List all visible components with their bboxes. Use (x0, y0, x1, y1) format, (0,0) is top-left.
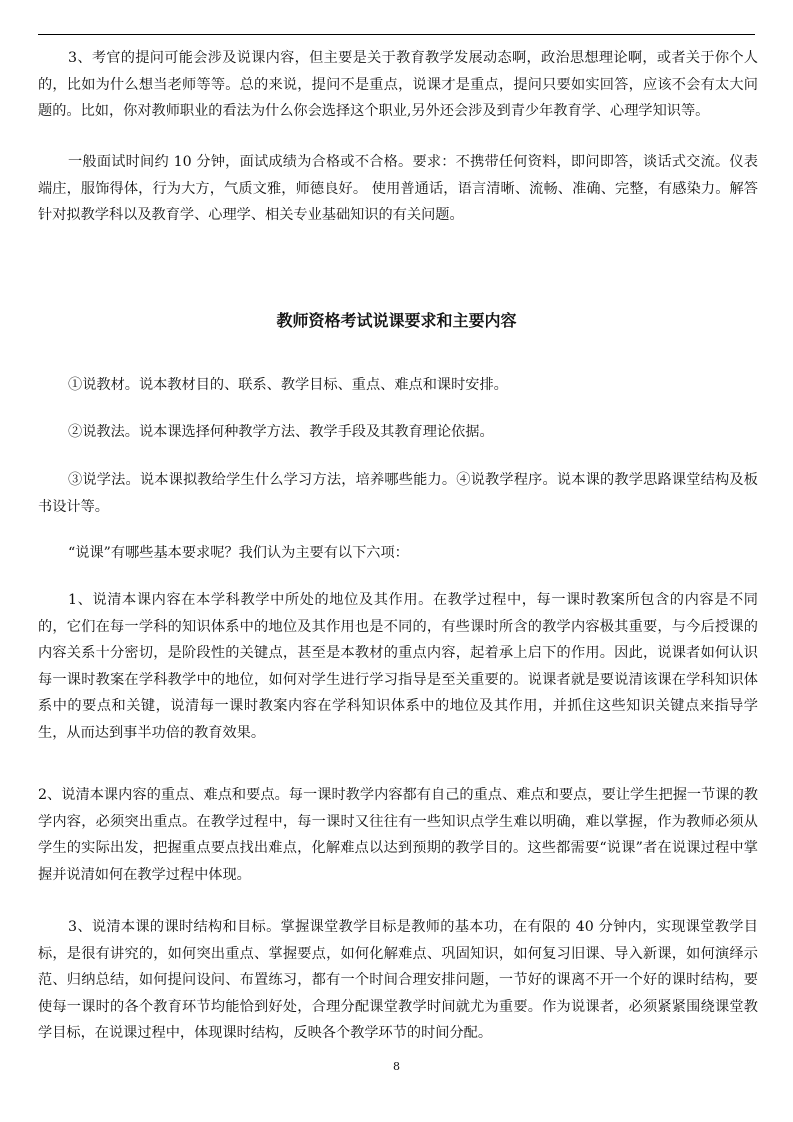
paragraph-teaching-method: ②说教法。说本课选择何种教学方法、教学手段及其教育理论依据。 (68, 424, 494, 440)
paragraph-requirement-1: 1、说清本课内容在本学科教学中所处的地位及其作用。在教学过程中，每一课时教案所包含的内容是不同的，它们在每一学科的知识体系中的地位及其作用也是不同的，有些课时所含的教学内容极其重要，与今后授课的内容关系十分密切，是阶段性的关键点，甚至是本教材的重点内容，起着承上启下的作用。因此，说课者如何认识每一课时教案在学科教学中的地位，如何对学生进行学习指导是至关重要的。说课者就是要说清该课在学科知识体系中的要点和关键，说清每一课时教案内容在学科知识体系中的地位及其作用，并抓住这些知识关键点来指导学生，从而达到事半功倍的教育效果。 (38, 592, 758, 741)
paragraph-requirement-3: 3、说清本课的课时结构和目标。掌握课堂教学目标是教师的基本功，在有限的 40 分钟内，实现课堂教学目标，是很有讲究的，如何突出重点、掌握要点，如何化解难点、巩固知识，如何复习旧课、导入新课，如何演绎示范、归纳总结，如何提问设问、布置练习，都有一个时间合理安排问题，一节好的课离不开一个好的课时结构，要使每一课时的各个教育环节均能恰到好处，合理分配课堂教学时间就尤为重要。作为说课者，必须紧紧围绕课堂教学目标，在说课过程中，体现课时结构，反映各个教学环节的时间分配。 (38, 919, 758, 1041)
paragraph-interview-requirements: 一般面试时间约 10 分钟，面试成绩为合格或不合格。要求：不携带任何资料，即问即答，谈话式交流。仪表端庄，服饰得体，行为大方，气质文雅，师德良好。 使用普通话，语言清晰、流畅、准确、完整，有感染力。解答针对拟教学科以及教育学、心理学、相关专业基础知识的有关问题。 (38, 154, 758, 223)
page-number: 8 (393, 1060, 400, 1073)
paragraph-requirement-2: 2、说清本课内容的重点、难点和要点。每一课时教学内容都有自己的重点、难点和要点，要让学生把握一节课的教学内容，必须突出重点。在教学过程中，每一课时又往往有一些知识点学生难以明确，难以掌握，作为教师必须从学生的实际出发，把握重点要点找出难点，化解难点以达到预期的教学目的。这些都需要“说课”者在说课过程中掌握并说清如何在教学过程中体现。 (38, 787, 758, 883)
paragraph-learning-method: ③说学法。说本课拟教给学生什么学习方法，培养哪些能力。④说教学程序。说本课的教学思路课堂结构及板书设计等。 (38, 472, 758, 515)
section-title: 教师资格考试说课要求和主要内容 (276, 311, 517, 330)
paragraph-basic-requirements-intro: “说课”有哪些基本要求呢？我们认为主要有以下六项： (68, 545, 409, 561)
paragraph-exam-questions: 3、考官的提问可能会涉及说课内容，但主要是关于教育教学发展动态啊，政治思想理论啊，或者关于你个人的，比如为什么想当老师等等。总的来说，提问不是重点，说课才是重点，提问只要如实回答，应该不会有太大问题的。比如，你对教师职业的看法为什么你会选择这个职业,另外还会涉及到青少年教育学、心理学知识等。 (38, 50, 758, 119)
header-rule (38, 34, 755, 35)
paragraph-textbook: ①说教材。说本教材目的、联系、教学目标、重点、难点和课时安排。 (68, 377, 508, 393)
